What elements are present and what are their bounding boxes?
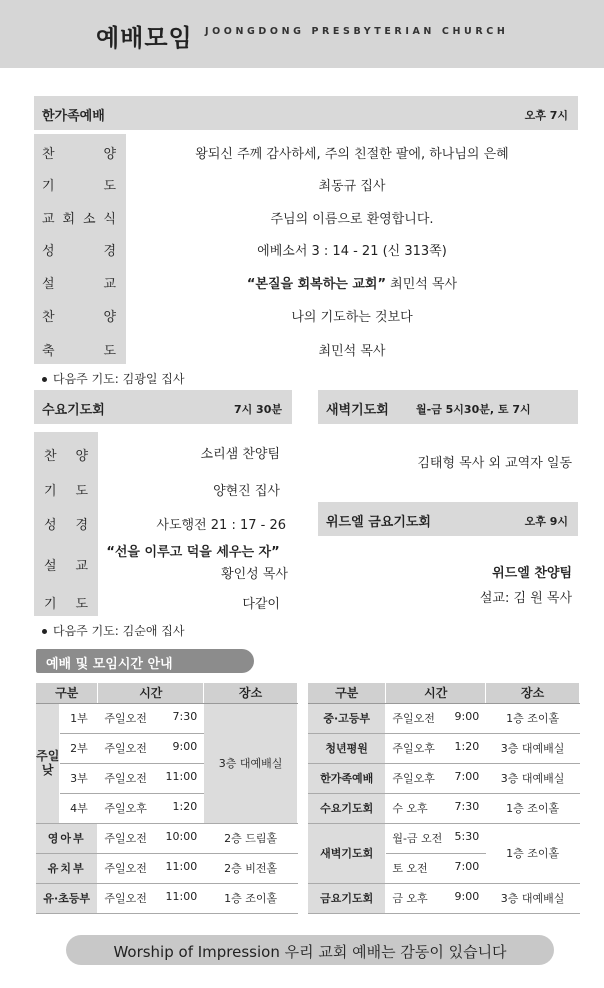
day-text: 주일오전 bbox=[104, 892, 147, 905]
place-cell: 3층 대예배실 bbox=[486, 883, 580, 913]
time-cell bbox=[386, 733, 486, 763]
day-text: 주일오전 bbox=[104, 832, 147, 845]
day-text: 수 오후 bbox=[392, 802, 428, 815]
table-row bbox=[308, 733, 580, 763]
order-value bbox=[126, 273, 578, 292]
table-header-row bbox=[36, 683, 298, 703]
part-cell: 3부 bbox=[60, 763, 98, 793]
place-cell: 1층 조이홀 bbox=[486, 703, 580, 733]
category-cell: 유·초등부 bbox=[36, 883, 98, 913]
friday-preacher: 설교: 김 원 목사 bbox=[479, 591, 572, 606]
column-header: 장소 bbox=[486, 683, 580, 703]
time-text: 7:30 bbox=[172, 710, 198, 723]
order-label: 기 도 bbox=[44, 597, 88, 612]
order-value: 다같이 bbox=[242, 597, 280, 612]
dawn-title: 새벽기도회 bbox=[326, 403, 389, 418]
category-cell: 금요기도회 bbox=[308, 883, 386, 913]
day-text: 주일오전 bbox=[392, 712, 435, 725]
dawn-header bbox=[318, 390, 578, 424]
time-text: 11:00 bbox=[165, 770, 198, 783]
day-text: 주일오후 bbox=[392, 742, 435, 755]
place-cell: 1층 조이홀 bbox=[486, 823, 580, 883]
time-cell bbox=[386, 793, 486, 823]
table-row bbox=[308, 883, 580, 913]
place-cell: 2층 드림홀 bbox=[204, 823, 298, 853]
category-cell: 수요기도회 bbox=[308, 793, 386, 823]
order-value: 최동규 집사 bbox=[318, 179, 386, 194]
time-text: 7:00 bbox=[454, 770, 480, 783]
time-text: 9:00 bbox=[172, 740, 198, 753]
church-name: JOONGDONG PRESBYTERIAN CHURCH bbox=[205, 26, 509, 37]
day-text: 주일오후 bbox=[104, 802, 147, 815]
order-label: 설 교 bbox=[42, 277, 116, 292]
table-row bbox=[308, 823, 580, 853]
table-row bbox=[36, 883, 298, 913]
place-cell: 3층 대예배실 bbox=[486, 763, 580, 793]
next-prayer-text: 다음주 기도: 김순애 집사 bbox=[53, 624, 185, 638]
time-cell bbox=[98, 703, 204, 733]
table-header-row bbox=[308, 683, 580, 703]
category-cell: 청년평원 bbox=[308, 733, 386, 763]
family-worship-header bbox=[34, 96, 578, 130]
time-cell bbox=[98, 733, 204, 763]
day-text: 주일오전 bbox=[104, 862, 147, 875]
order-label: 찬 양 bbox=[44, 449, 88, 464]
column-header: 시간 bbox=[386, 683, 486, 703]
time-cell bbox=[98, 823, 204, 853]
dawn-content: 김태형 목사 외 교역자 일동 bbox=[417, 456, 572, 471]
time-cell bbox=[386, 883, 486, 913]
table-row bbox=[308, 793, 580, 823]
category-cell: 중·고등부 bbox=[308, 703, 386, 733]
time-text: 11:00 bbox=[165, 890, 198, 903]
time-text: 1:20 bbox=[172, 800, 198, 813]
time-cell bbox=[386, 823, 486, 853]
category-cell: 유치부 bbox=[36, 853, 98, 883]
page-header bbox=[0, 0, 604, 68]
place-cell: 2층 비전홀 bbox=[204, 853, 298, 883]
column-header: 구분 bbox=[308, 683, 386, 703]
sermon-title: “선을 이루고 덕을 세우는 자” bbox=[106, 545, 280, 560]
order-value: 소리샘 찬양팀 bbox=[200, 447, 280, 462]
order-value: 사도행전 21 : 17 - 26 bbox=[156, 518, 286, 533]
time-text: 10:00 bbox=[165, 830, 198, 843]
order-label: 성 경 bbox=[42, 244, 116, 259]
family-worship-time: 오후 7시 bbox=[524, 109, 568, 122]
time-cell bbox=[98, 883, 204, 913]
sermon-preacher: 황인성 목사 bbox=[221, 567, 288, 582]
place-cell: 3층 대예배실 bbox=[204, 703, 298, 823]
time-text: 9:00 bbox=[454, 710, 480, 723]
day-text: 주일오후 bbox=[392, 772, 435, 785]
order-value bbox=[98, 541, 288, 560]
bullet-icon bbox=[42, 377, 47, 382]
place-cell: 1층 조이홀 bbox=[486, 793, 580, 823]
wednesday-time: 7시 30분 bbox=[233, 403, 282, 416]
category-cell: 한가족예배 bbox=[308, 763, 386, 793]
order-label: 교 회 소 식 bbox=[42, 212, 116, 227]
part-cell: 4부 bbox=[60, 793, 98, 823]
category-cell: 새벽기도회 bbox=[308, 823, 386, 883]
footer-slogan: Worship of Impression 우리 교회 예배는 감동이 있습니다 bbox=[66, 935, 554, 965]
day-text: 토 오전 bbox=[392, 862, 428, 875]
sermon-title: “본질을 회복하는 교회” bbox=[246, 277, 387, 292]
time-cell bbox=[386, 853, 486, 883]
family-worship-title: 한가족예배 bbox=[42, 109, 105, 124]
time-cell bbox=[386, 703, 486, 733]
table-row bbox=[36, 703, 298, 733]
part-cell: 2부 bbox=[60, 733, 98, 763]
order-value: 최민석 목사 bbox=[318, 344, 386, 359]
page-title: 예배모임 bbox=[96, 24, 193, 52]
time-text: 9:00 bbox=[454, 890, 480, 903]
schedule-table-left bbox=[36, 683, 298, 914]
order-label: 찬 양 bbox=[42, 147, 116, 162]
column-header: 구분 bbox=[36, 683, 98, 703]
dawn-time: 월-금 5시30분, 토 7시 bbox=[416, 403, 531, 416]
time-text: 5:30 bbox=[454, 830, 480, 843]
schedule-guide-title: 예배 및 모임시간 안내 bbox=[36, 649, 254, 673]
order-label: 설 교 bbox=[44, 559, 88, 574]
time-text: 7:00 bbox=[454, 860, 480, 873]
time-cell bbox=[98, 853, 204, 883]
wednesday-header bbox=[34, 390, 292, 424]
order-label: 축 도 bbox=[42, 344, 116, 359]
day-text: 주일오전 bbox=[104, 772, 147, 785]
order-value: 에베소서 3 : 14 - 21 (신 313쪽) bbox=[257, 244, 447, 259]
order-value: 주님의 이름으로 환영합니다. bbox=[270, 212, 434, 227]
sermon-preacher: 최민석 목사 bbox=[386, 277, 458, 292]
wednesday-title: 수요기도회 bbox=[42, 403, 105, 418]
bullet-icon bbox=[42, 629, 47, 634]
friday-header bbox=[318, 502, 578, 536]
next-prayer-text: 다음주 기도: 김광일 집사 bbox=[53, 372, 185, 386]
part-cell: 1부 bbox=[60, 703, 98, 733]
day-text: 주일오전 bbox=[104, 712, 147, 725]
sunday-category: 주일낮 bbox=[36, 703, 60, 823]
time-text: 7:30 bbox=[454, 800, 480, 813]
order-label: 찬 양 bbox=[42, 310, 116, 325]
order-value: 나의 기도하는 것보다 bbox=[291, 310, 413, 325]
time-cell bbox=[98, 793, 204, 823]
place-cell: 3층 대예배실 bbox=[486, 733, 580, 763]
table-row bbox=[36, 823, 298, 853]
table-row bbox=[308, 703, 580, 733]
order-label: 기 도 bbox=[44, 484, 88, 499]
day-text: 월-금 오전 bbox=[392, 832, 443, 845]
table-row bbox=[36, 853, 298, 883]
time-cell bbox=[386, 763, 486, 793]
day-text: 주일오전 bbox=[104, 742, 147, 755]
order-label: 기 도 bbox=[42, 179, 116, 194]
order-value: 양현진 집사 bbox=[213, 484, 280, 499]
place-cell: 1층 조이홀 bbox=[204, 883, 298, 913]
column-header: 시간 bbox=[98, 683, 204, 703]
time-cell bbox=[98, 763, 204, 793]
time-text: 11:00 bbox=[165, 860, 198, 873]
table-row bbox=[308, 763, 580, 793]
order-label: 성 경 bbox=[44, 518, 88, 533]
order-value: 왕되신 주께 감사하세, 주의 친절한 팔에, 하나님의 은혜 bbox=[195, 147, 509, 162]
time-text: 1:20 bbox=[454, 740, 480, 753]
wednesday-next-prayer bbox=[42, 622, 184, 639]
column-header: 장소 bbox=[204, 683, 298, 703]
family-next-prayer bbox=[42, 370, 184, 387]
friday-title: 위드엘 금요기도회 bbox=[326, 515, 431, 530]
schedule-table-right bbox=[308, 683, 580, 914]
friday-time: 오후 9시 bbox=[524, 515, 568, 528]
day-text: 금 오후 bbox=[392, 892, 428, 905]
category-cell: 영아부 bbox=[36, 823, 98, 853]
friday-team: 위드엘 찬양팀 bbox=[492, 566, 572, 581]
